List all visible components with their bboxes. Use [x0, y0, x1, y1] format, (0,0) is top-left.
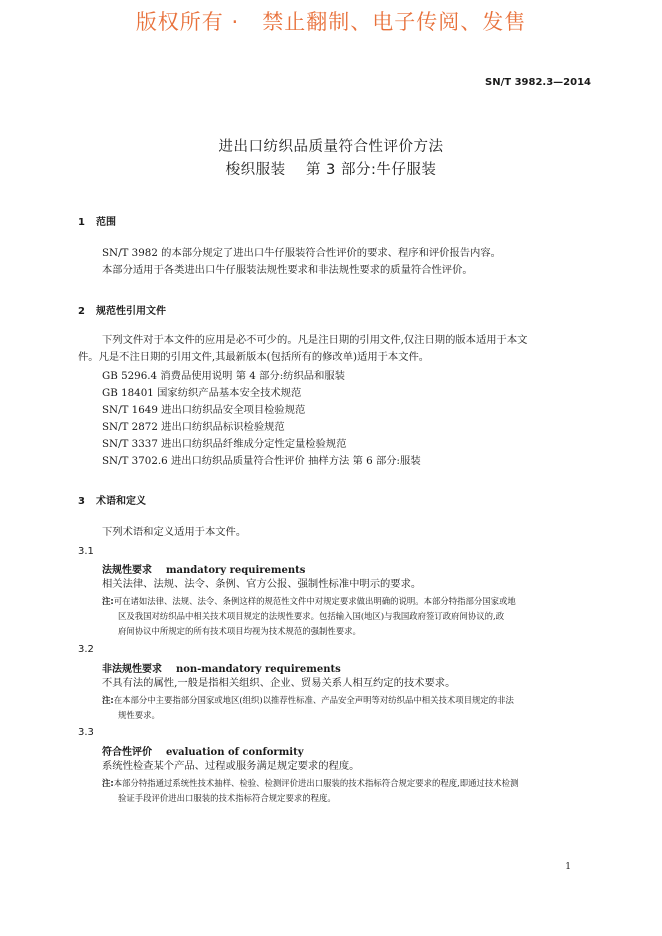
- term-note: [102, 776, 518, 791]
- page-number: 1: [565, 862, 571, 872]
- term-note: [102, 693, 514, 708]
- note-line: 在本部分中主要指部分国家或地区(组织)以推荐性标准、产品安全声明等对纺织品中相关技术项目规定的非法: [113, 695, 514, 705]
- term-definition: 相关法律、法规、法令、条例、官方公报、强制性标准中明示的要求。: [102, 578, 422, 590]
- note-line: 本部分特指通过系统性技术抽样、检验、检测评价进出口服装的技术指标符合规定要求的程度,即通过技术检测: [113, 778, 519, 788]
- term-cn: 非法规性要求: [102, 664, 162, 675]
- term-definition: 不具有法的属性,一般是指相关组织、企业、贸易关系人相互约定的技术要求。: [102, 677, 456, 689]
- terms-intro: 下列术语和定义适用于本文件。: [102, 526, 247, 538]
- term-heading: [102, 743, 304, 758]
- standard-code: SN/T 3982.3—2014: [485, 77, 591, 88]
- section-references-heading: [78, 302, 166, 317]
- section-number: 3: [78, 496, 85, 507]
- term-definition: 系统性检查某个产品、过程或服务满足规定要求的程度。: [102, 760, 360, 772]
- term-number: 3.3: [78, 727, 94, 738]
- reference-item: GB 18401 国家纺织产品基本安全技术规范: [102, 387, 302, 399]
- reference-item: GB 5296.4 消费品使用说明 第 4 部分:纺织品和服装: [102, 370, 345, 382]
- document-title-line1: 进出口纺织品质量符合性评价方法: [218, 139, 444, 155]
- references-intro: 下列文件对于本文件的应用是必不可少的。凡是注日期的引用文件,仅注日期的版本适用于本文: [102, 334, 528, 346]
- copyright-watermark: 版权所有 · 禁止翻制、电子传阅、发售: [135, 10, 527, 34]
- term-heading: [102, 561, 305, 576]
- term-cn: 法规性要求: [102, 565, 152, 576]
- section-title: 范围: [96, 217, 116, 228]
- term-en: mandatory requirements: [165, 565, 306, 576]
- reference-item: SN/T 1649 进出口纺织品安全项目检验规范: [102, 404, 306, 416]
- note-line: 府间协议中所规定的所有技术项目均视为技术规范的强制性要求。: [118, 626, 361, 636]
- references-intro-cont: 件。凡是不注日期的引用文件,其最新版本(包括所有的修改单)适用于本文件。: [78, 351, 430, 363]
- section-title: 术语和定义: [96, 496, 146, 507]
- section-scope-heading: [78, 213, 116, 228]
- reference-item: SN/T 3337 进出口纺织品纤维成分定性定量检验规范: [102, 438, 347, 450]
- section-number: 1: [78, 217, 85, 228]
- document-title-line2: 梭织服装 第 3 部分:牛仔服装: [225, 162, 437, 178]
- term-note: [102, 594, 516, 609]
- reference-item: SN/T 2872 进出口纺织品标识检验规范: [102, 421, 285, 433]
- section-title: 规范性引用文件: [96, 306, 166, 317]
- scope-paragraph: SN/T 3982 的本部分规定了进出口牛仔服装符合性评价的要求、程序和评价报告内容。: [102, 247, 501, 259]
- term-en: non-mandatory requirements: [175, 664, 341, 675]
- note-label: 注:: [102, 596, 114, 606]
- scope-paragraph: 本部分适用于各类进出口牛仔服装法规性要求和非法规性要求的质量符合性评价。: [102, 264, 473, 276]
- section-terms-heading: [78, 492, 146, 507]
- term-number: 3.1: [78, 546, 94, 557]
- term-heading: [102, 660, 341, 675]
- term-number: 3.2: [78, 644, 94, 655]
- note-label: 注:: [102, 695, 114, 705]
- term-cn: 符合性评价: [102, 747, 152, 758]
- note-line: 规性要求。: [118, 710, 160, 720]
- note-line: 可在诸如法律、法规、法令、条例这样的规范性文件中对规定要求做出明确的说明。本部分特指部分国家或地: [113, 596, 516, 606]
- reference-item: SN/T 3702.6 进出口纺织品质量符合性评价 抽样方法 第 6 部分:服装: [102, 455, 421, 467]
- section-number: 2: [78, 306, 85, 317]
- note-label: 注:: [102, 778, 114, 788]
- term-en: evaluation of conformity: [165, 747, 304, 758]
- note-line: 区及我国对纺织品中相关技术项目规定的法规性要求。包括输入国(地区)与我国政府签订政府间协议的,政: [118, 611, 505, 621]
- note-line: 验证手段评价进出口服装的技术指标符合规定要求的程度。: [118, 793, 336, 803]
